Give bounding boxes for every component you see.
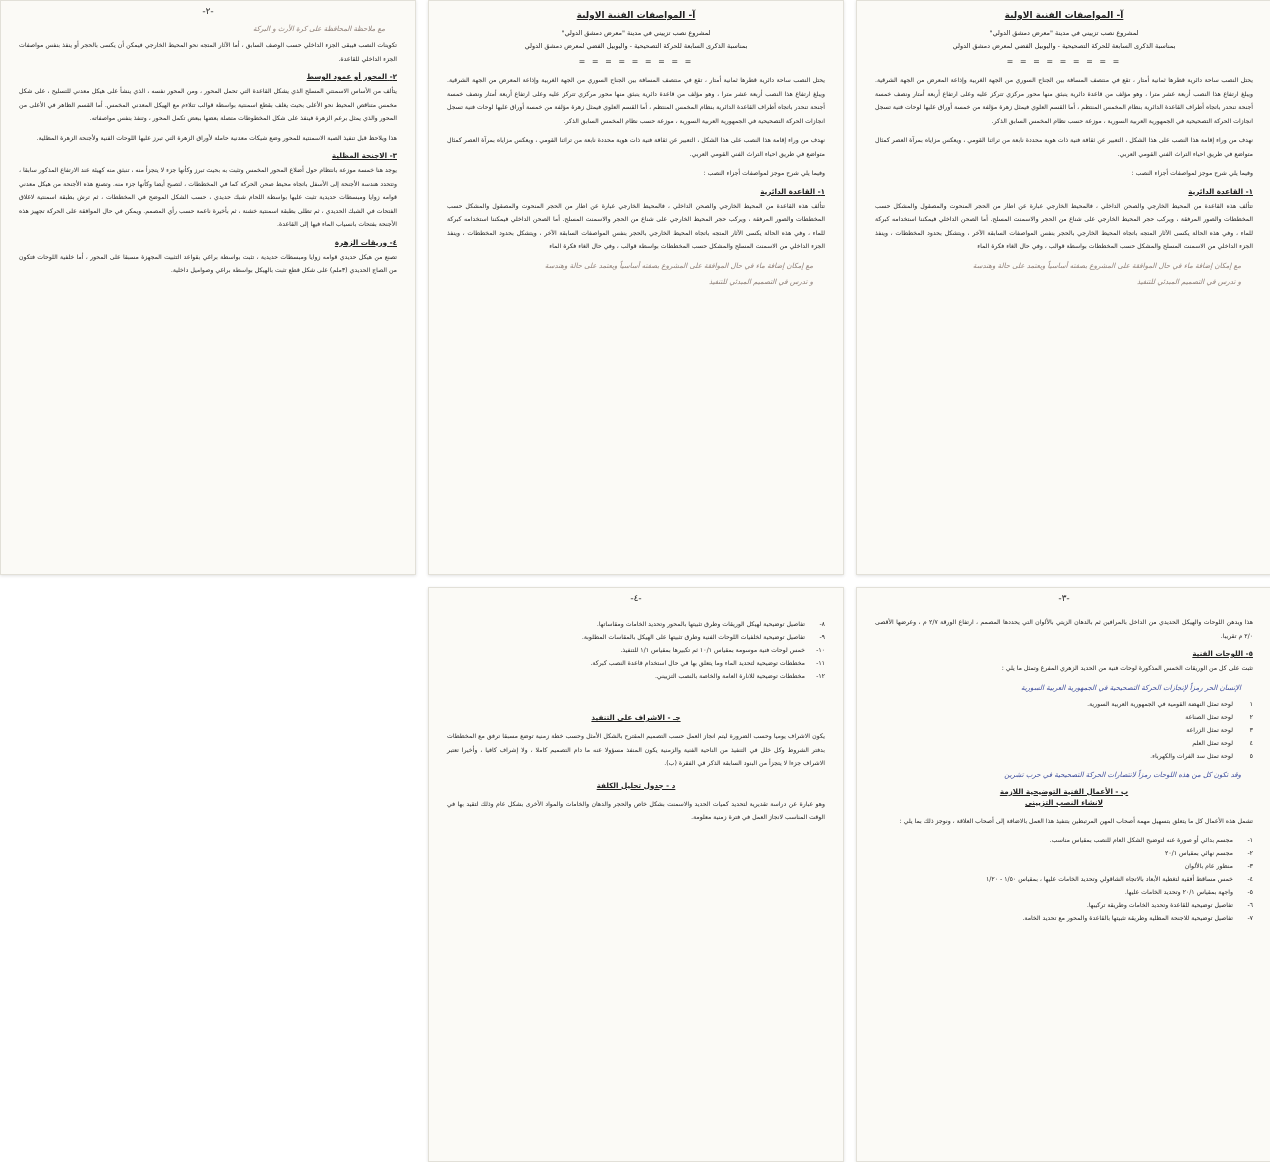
items-list xyxy=(447,618,825,683)
paragraph: تشمل هذه الأعمال كل ما يتعلق بتسهيل مهمة أصحاب المهن المرتبطين بتنفيذ هذا العمل بالاضافة إلى أصحاب العلاقة ، ونوجز ذلك بما يلي : xyxy=(899,817,1253,825)
section-title: الاجنحة المظلية xyxy=(331,151,388,160)
list-item: ٥لوحة تمثل سد الفرات والكهرباء. xyxy=(1150,752,1253,760)
section-note: هذا ويلاحظ قبل تنفيذ الصبة الاسمنتية للمحور وضع شيكات معدنية حاملة لأوراق الزهرة التي تبرز عليها اللوحات الفنية ولأجنحة الزهرة المظلية. xyxy=(36,134,397,142)
list-item: ١٢-مخططات توضيحية للانارة العامة والخاصة بالنصب التزييني. xyxy=(654,673,825,680)
list-item: ١لوحة تمثل النهضة القومية في الجمهورية العربية السورية. xyxy=(1087,700,1253,708)
section-number: ٣- xyxy=(389,151,397,160)
section-number: ١- xyxy=(1245,186,1253,196)
paragraph: تثبت على كل من الوريقات الخمس المذكورة لوحات فنية من الحديد الزهري المفرغ وتمثل ما يلي : xyxy=(1001,665,1253,672)
paragraph: يكون الاشراف يوميا وحسب الضرورة ليتم انجاز العمل حسب التصميم المقترح بالشكل الأمثل وحسب خطة زمنية توضع مسبقا ترفق مع المخططات بدفتر الشروط وكل خلل في التنفيذ من الناحية الفنية والزمنية يكون المنفذ مسؤولا عنه ما دام التصميم كاملا ، ولا إشراف كافيا ، وأخيرا تعتبر الاشراف جزءا لا يتجزأ من البنود السابقة الذكر في الفقرة (ب). xyxy=(447,733,825,767)
paragraph: تتألف هذه القاعدة من المحيط الخارجي والصحن الداخلي ، فالمحيط الخارجي عبارة عن اطار من الحجر المنحوت والمصقول والمشكل حسب المخططات والصور المرفقة ، ويركب حجر المحيط الخارجي على شناع من الحجر والاسمنت المسلح. أما الصحن الداخلي فيمكننا استخدامه كبركة للماء ، وفي هذه الحالة يكسى الآثار المتجه باتجاه المحيط الخارجي بالحجر بنفس المواصفات السابقة الآخر ، ويتشكل بحدود المخططات ، وينفذ الجزء الداخلي من الاسمنت المسلح والمشكل حسب المخططات بواسطة قوالب ، وفي حال الغاء فكرة الماء xyxy=(447,202,825,250)
section-heading xyxy=(875,187,1253,196)
handwritten-note: مع إمكان إضافة ماء في حال الموافقة على المشروع بصفته أساسياً ويعتمد على حالة وهندسة xyxy=(972,261,1241,270)
section-heading: جـ - الاشراف على التنفيذ xyxy=(591,713,681,722)
paragraph: يحتل النصب ساحة دائرية قطرها ثمانية أمتار ، تقع في منتصف المسافة بين الجناح السوري من الجهة الغربية وإذاعة المعرض من الجهة الشرقية. ويبلغ ارتفاع هذا النصب أربعة عشر مترا ، وهو مؤلف من قاعدة دائرية ينبثق منها محور مركزي تتركز عليه وعلى ارتفاع أربعة أمتار ونصف خمسة أجنحة تنحدر باتجاه أطراف القاعدة الدائرية بنظام المخمس المنتظم ، أما القسم العلوي فيمثل زهرة مؤلفة من خمسة أوراق عليها لوحات فنية تسجل انجازات الحركة التصحيحية في الجمهورية العربية السورية ، موزعة حسب نظام المخمس السابق الذكر. xyxy=(875,77,1253,125)
intro-paragraph: هذا ويدهن اللوحات والهيكل الحديدي من الداخل بالمرافين ثم بالدهان الزيتي بالألوان التي يحددها المصمم ، ارتفاع الورقة ٢/٧ م ، وعرضها الأقصى ٢/٠ م تقريبا. xyxy=(875,619,1253,640)
section-heading xyxy=(19,151,397,160)
list-item: ٢لوحة تمثل الصناعة xyxy=(1185,713,1253,721)
document-title: آ- المواصفات الفنية الاولية xyxy=(1004,11,1124,21)
list-item: ١-مجسم بدائي أو صورة عنه لتوضيح الشكل العام للنصب بمقياس مناسب. xyxy=(1049,837,1253,844)
document-page-2 xyxy=(0,0,416,575)
list-item: ٧-تفاصيل توضيحية للاجنحة المظلية وطريقة تثبيتها بالقاعدة والمحور مع تحديد الخامة. xyxy=(1022,915,1253,922)
paragraph: يحتل النصب ساحة دائرية قطرها ثمانية أمتار ، تقع في منتصف المسافة بين الجناح السوري من الجهة الغربية وإذاعة المعرض من الجهة الشرقية. ويبلغ ارتفاع هذا النصب أربعة عشر مترا ، وهو مؤلف من قاعدة دائرية ينبثق منها محور مركزي تتركز عليه وعلى ارتفاع أربعة أمتار ونصف خمسة أجنحة تنحدر باتجاه أطراف القاعدة الدائرية بنظام المخمس المنتظم ، أما القسم العلوي فيمثل زهرة مؤلفة من خمسة أوراق عليها لوحات فنية تسجل انجازات الحركة التصحيحية في الجمهورية العربية السورية ، موزعة حسب نظام المخمس السابق الذكر. xyxy=(447,77,825,125)
document-subtitle: لمشروع نصب تزييني في مدينة "معرض دمشق الدولي" xyxy=(561,29,711,37)
section-text: يتألف من الأساس الاسمنتي المسلح الذي يشكل القاعدة التي تحمل المحور ، ومن المحور نفسه ، الذي ينشأ على هيكل معدني للتسليح ، على شكل مخمس متناقص المحيط نحو الأعلى بحيث يغلف بقطع اسمنتية بواسطة قوالب تتلاءم مع الهيكل المعدني المخمس. أما القسم الظاهر في الأعلى من المحور والذي يمثل برعم الزهرة فينفذ على شكل المخطوطات متصلة بعضها ببعض تكمل المحور ، وتنفذ بنفس مواصفاته. xyxy=(19,88,397,122)
paragraph: تتألف هذه القاعدة من المحيط الخارجي والصحن الداخلي ، فالمحيط الخارجي عبارة عن اطار من الحجر المنحوت والمصقول والمشكل حسب المخططات والصور المرفقة ، ويركب حجر المحيط الخارجي على شناع من الحجر والاسمنت المسلح. أما الصحن الداخلي فيمكننا استخدامه كبركة للماء ، وفي هذه الحالة يكسى الآثار المتجه باتجاه المحيط الخارجي بالحجر بنفس المواصفات السابقة الآخر ، ويتشكل بحدود المخططات ، وينفذ الجزء الداخلي من الاسمنت المسلح والمشكل حسب المخططات بواسطة قوالب ، وفي حال الغاء فكرة الماء xyxy=(875,202,1253,250)
list-item: ٣لوحة تمثل الزراعة xyxy=(1186,726,1253,734)
paintings-list xyxy=(875,698,1253,763)
paragraph: نهدف من وراء إقامة هذا النصب على هذا الشكل ، التعبير عن ثقافة فنية ذات هوية محددة نابعة من تراثنا القومي ، ويعكس مزاياه بمرآة العصر كمثال متواضع في طريق احياء التراث الفني القومي العربي. xyxy=(875,137,1253,158)
paragraph: نهدف من وراء إقامة هذا النصب على هذا الشكل ، التعبير عن ثقافة فنية ذات هوية محددة نابعة من تراثنا القومي ، ويعكس مزاياه بمرآة العصر كمثال متواضع في طريق احياء التراث الفني القومي العربي. xyxy=(447,137,825,158)
page-number: -٣- xyxy=(1058,594,1070,604)
document-subtitle-2: بمناسبة الذكرى السابعة للحركة التصحيحية - واليوبيل الفضي لمعرض دمشق الدولي xyxy=(952,42,1176,50)
list-item: ١٠-خمس لوحات فنية موسومة بمقياس ١٠/١ ثم تكبيرها بمقياس ١/١ للتنفيذ. xyxy=(620,647,825,654)
list-item: ٢-مجسم نهائي بمقياس ٢٠/١ xyxy=(1165,850,1253,857)
handwritten-note: مع ملاحظة المحافظة على كرة الأرث و البركة xyxy=(252,25,385,33)
section-title: المحور أو عمود الوسط xyxy=(306,72,388,81)
document-page-4 xyxy=(428,587,844,1162)
works-list xyxy=(875,834,1253,925)
section-heading: د - جدول تحليل الكلفة xyxy=(596,780,676,790)
list-item: ٦-تفاصيل توضيحية للقاعدة وتحديد الخامات وطريقة تركيبها. xyxy=(1086,902,1253,909)
paragraph: وفيما يلي شرح موجز لمواصفات أجزاء النصب : xyxy=(703,170,825,177)
section-heading xyxy=(875,649,1253,658)
section-number: ٢- xyxy=(389,72,397,81)
intro-paragraph: تكوينات النصب فيبقى الجزء الداخلي حسب الوصف السابق ، أما الآثار المتجه نحو المحيط الخارجي فيمكن أن يكسى بالحجر أو ينفذ بنفس مواصفات الجزء الداخلي للقاعدة. xyxy=(19,42,397,63)
list-item: ٩-تفاصيل توضيحية لخلفيات اللوحات الفنية وطرق تثبيتها على الهيكل بالمقاسات المطلوبة. xyxy=(581,634,825,641)
document-title: آ- المواصفات الفنية الاولية xyxy=(576,11,696,21)
list-item: ٤لوحة تمثل العلم xyxy=(1192,739,1253,747)
section-title: وريقات الزهرة xyxy=(334,237,388,247)
paragraph: وفيما يلي شرح موجز لمواصفات أجزاء النصب : xyxy=(1131,170,1253,177)
document-page-1-copy xyxy=(428,0,844,575)
document-page-1 xyxy=(856,0,1270,575)
section-heading xyxy=(447,187,825,196)
section-heading: ب - الأعمال الفنية التوضيحية اللازمة xyxy=(999,786,1129,796)
handwritten-note: و تدرس في التصميم المبدئي للتنفيذ xyxy=(708,277,813,286)
section-number: ٤- xyxy=(389,237,397,247)
separator: = = = = = = = = = xyxy=(578,57,694,66)
document-subtitle-2: بمناسبة الذكرى السابعة للحركة التصحيحية - واليوبيل الفضي لمعرض دمشق الدولي xyxy=(524,42,748,50)
section-subheading: لانشاء النصب التزييني xyxy=(1025,797,1103,807)
section-heading xyxy=(19,238,397,247)
list-item: ٣-منظور عام بالألوان xyxy=(1184,863,1253,870)
section-title: القاعدة الدائرية xyxy=(1188,186,1244,196)
document-page-3 xyxy=(856,587,1270,1162)
document-subtitle: لمشروع نصب تزييني في مدينة "معرض دمشق الدولي" xyxy=(989,29,1139,37)
list-item: ٤-خمس مساقط أفقية لتغطية الأبعاد بالاتجاه الشاقولي وتحديد الخامات عليها ، بمقياس ١/٥٠ - ١/٢٠ xyxy=(985,876,1253,883)
handwritten-note: و تدرس في التصميم المبدئي للتنفيذ xyxy=(1136,277,1241,286)
page-number: -٤- xyxy=(630,594,642,604)
section-heading xyxy=(19,72,397,81)
section-title: اللوحات الفنية xyxy=(1192,649,1244,658)
handwritten-note: الإنسان الحر رمزاً لإنجازات الحركة التصحيحية في الجمهورية العربية السورية xyxy=(1020,683,1241,692)
section-title: القاعدة الدائرية xyxy=(760,186,816,196)
section-text: يوجد هنا خمسة موزعة بانتظام حول أضلاع المحور المخمس وتثبت به بحيث تبرز وكأنها جزء لا يتجزأ منه ، تنبثق منه كهيئة عند الارتفاع المذكور سابقا ، وتتحدد هندسة الأجنحة إلى الأسفل باتجاه محيط صحن الحركة كما في المخططات ، لتصبح أيضا وكأنها جزء منه. وتصنع هذه الأجنحة من هيكل معدني قوامه زوايا ومبسطات حديدية تثبت عليها بواسطة اللحام شبك حديدي ، حسب الشكل الموضح في المخططات ، ثم ترش بطبقة اسمنتية لاغلاق الفتحات في الشبك الحديدي ، ثم تطلى بطبقة اسمنتية خشنة ، ثم بأخيرة ناعمة حسب رأي المصمم. ويمكن في حال الموافقة على الحركة تجهيز هذه الأجنحة بفتحات بانسياب الماء فيها إلى القاعدة. xyxy=(19,167,397,228)
handwritten-note: مع إمكان إضافة ماء في حال الموافقة على المشروع بصفته أساسياً ويعتمد على حالة وهندسة xyxy=(544,261,813,270)
list-item: ٥-واجهة بمقياس ٢٠/١ وتحديد الخامات عليها. xyxy=(1124,889,1253,896)
paragraph: وهو عبارة عن دراسة تقديرية لتحديد كميات الحديد والاسمنت بشكل خاص والحجر والدهان والخامات والمواد الأخرى بشكل عام وذلك لتقيد بها في الوقت المناسب لانجاز العمل في فترة زمنية معلومة. xyxy=(447,800,825,821)
list-item: ٨-تفاصيل توضيحية لهيكل الوريقات وطرق تثبيتها بالمحور وتحديد الخامات ومقاساتها. xyxy=(596,621,825,628)
section-text: تصنع من هيكل حديدي قوامه زوايا ومبسطات حديدية ، تثبت بواسطة براغي بقواعد التثبيت المجهزة مسبقا على المحور ، أما خلفية اللوحات فتكون من الصاج الحديدي (٣ملم) على شكل قطع تثبت بالهيكل بواسطة براغي وصواميل داخلية. xyxy=(19,253,397,274)
section-number: ٥- xyxy=(1245,649,1253,658)
handwritten-note: وقد تكون كل من هذه اللوحات رمزاً لانتصارات الحركة التصحيحية في حرب تشرين xyxy=(1004,770,1241,779)
section-number: ١- xyxy=(817,186,825,196)
page-number: -٢- xyxy=(202,7,214,17)
list-item: ١١-مخططات توضيحية لتحديد الماء وما يتعلق بها في حال استخدام قاعدة النصب كبركة. xyxy=(590,660,825,667)
separator: = = = = = = = = = xyxy=(1006,57,1122,66)
